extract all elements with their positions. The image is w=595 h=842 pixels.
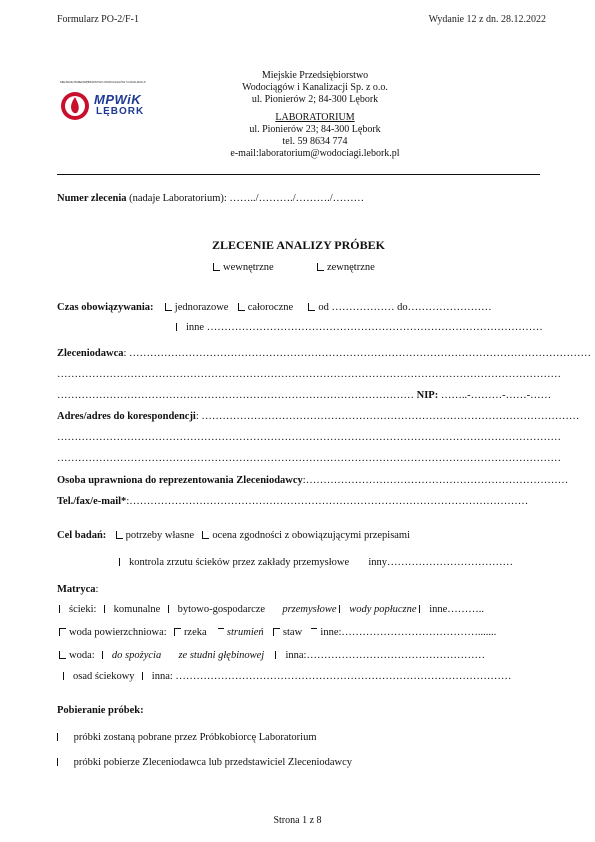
order-type-row: [213, 262, 375, 273]
matrix-label: Matryca:: [57, 584, 99, 595]
validity-from-label: od ………………: [318, 302, 395, 313]
company-name-2: Wodociągów i Kanalizacji Sp. z o.o.: [242, 82, 388, 93]
edition-date: Wydanie 12 z dn. 28.12.2022: [428, 14, 546, 25]
checkbox-icon: [142, 672, 149, 680]
address-label: Adres/adres do korespondencji: [57, 411, 196, 422]
deep-well-option[interactable]: ze studni głębinowej: [178, 650, 265, 661]
validity-annual-checkbox[interactable]: [238, 302, 293, 313]
validity-to-field[interactable]: do……………………: [397, 302, 492, 313]
checkbox-icon: [339, 605, 346, 613]
sewage-domestic-label: bytowo-gospodarcze: [177, 604, 266, 615]
validity-row: [57, 302, 492, 313]
matrix-surface-row: [59, 627, 496, 638]
lab-phone: tel. 59 8634 774: [282, 136, 348, 147]
water-other-checkbox[interactable]: [275, 650, 485, 661]
order-number-field[interactable]: (nadaje Laboratorium): ……../………./………./………: [126, 193, 365, 204]
purpose-discharge-checkbox[interactable]: [119, 557, 349, 568]
logo-city: LĘBORK: [96, 106, 145, 117]
client-label: Zleceniodawca: [57, 348, 124, 359]
sewage-other-checkbox[interactable]: [419, 604, 484, 615]
river-label: rzeka: [183, 627, 207, 638]
purpose-discharge-label: kontrola zrzutu ścieków przez zakłady przemysłowe: [129, 557, 350, 568]
sampling-lab-checkbox[interactable]: [57, 732, 317, 743]
sampling-label: Pobieranie próbek:: [57, 705, 144, 716]
checkbox-icon: [59, 605, 66, 613]
sewage-municipal-label: komunalne: [113, 604, 161, 615]
checkbox-icon: [57, 733, 64, 741]
logo-brand: MPWiK: [94, 92, 142, 107]
validity-single-label: jednorazowe: [174, 302, 229, 313]
internal-checkbox[interactable]: [213, 262, 274, 273]
checkbox-icon: [174, 628, 181, 636]
purpose-other-field[interactable]: inny………………………………: [368, 557, 514, 568]
checkbox-icon: [116, 531, 123, 539]
header-divider: [57, 174, 540, 175]
logo-small-text: MIEJSKIE PRZEDSIĘBIORSTWO WODOCIĄGÓW I KANALIZACJI: [60, 80, 146, 84]
sewage-checkbox[interactable]: [59, 604, 96, 615]
checkbox-icon: [63, 672, 70, 680]
matrix-sludge-row: [63, 671, 511, 682]
water-other-label: inna:……………………………………………: [285, 650, 485, 661]
checkbox-icon: [275, 651, 282, 659]
purpose-own-label: potrzeby własne: [125, 530, 195, 541]
validity-single-checkbox[interactable]: [165, 302, 229, 313]
validity-other-label: inne ……………………………………………………………………………………: [186, 322, 543, 333]
client-nip-row: [57, 390, 551, 401]
validity-label: Czas obowiązywania:: [57, 302, 154, 313]
client-row: [57, 348, 591, 359]
purpose-compliance-label: ocena zgodności z obowiązującymi przepisami: [212, 530, 411, 541]
checkbox-icon: [311, 628, 317, 636]
order-number-label: Numer zlecenia: [57, 193, 127, 204]
sewage-industrial-option[interactable]: przemysłowe: [282, 604, 337, 615]
checkbox-icon: [308, 303, 315, 311]
water-drop-icon: [60, 88, 90, 122]
pond-checkbox[interactable]: [273, 627, 302, 638]
sewage-domestic-checkbox[interactable]: [168, 604, 265, 615]
drinking-water-label: do spożycia: [111, 650, 162, 661]
sludge-other-checkbox[interactable]: [142, 671, 512, 682]
lab-address: ul. Pionierów 23; 84-300 Lębork: [249, 124, 381, 135]
lab-email: e-mail:laboratorium@wodociagi.lebork.pl: [230, 148, 400, 159]
purpose-compliance-checkbox[interactable]: [202, 530, 410, 541]
validity-from-checkbox[interactable]: [308, 302, 394, 313]
representative-label: Osoba uprawniona do reprezentowania Zleceniodawcy: [57, 475, 303, 486]
address-field-2[interactable]: ………………………………………………………………………………………………………………………………: [57, 432, 561, 443]
river-checkbox[interactable]: [174, 627, 207, 638]
company-info: [195, 70, 435, 160]
purpose-row: [57, 530, 410, 541]
water-checkbox[interactable]: [59, 650, 95, 661]
surface-other-label: inne:………………………………….......: [320, 627, 497, 638]
drinking-water-checkbox[interactable]: [102, 650, 161, 661]
sewage-backwash-label: wody popłuczne: [349, 604, 417, 615]
company-name: Miejskie Przedsiębiorstwo: [261, 70, 369, 81]
sludge-other-label: inna: ……………………………………………………………………………………: [151, 671, 512, 682]
sampling-client-label: próbki pobierze Zleceniodawca lub przedstawiciel Zleceniodawcy: [73, 757, 353, 768]
address-field-1[interactable]: : ………………………………………………………………………………………………: [195, 411, 580, 422]
form-code: Formularz PO-2/F-1: [57, 14, 139, 25]
purpose-own-checkbox[interactable]: [116, 530, 195, 541]
stream-label: strumień: [226, 627, 264, 638]
internal-label: wewnętrzne: [223, 262, 274, 273]
company-logo: [58, 80, 162, 124]
nip-field[interactable]: ……..-………-……-……: [438, 390, 552, 401]
company-address: ul. Pionierów 2; 84-300 Lębork: [251, 94, 379, 105]
checkbox-icon: [213, 263, 220, 271]
contact-field[interactable]: :……………………………………………………………………………………………………: [126, 496, 529, 507]
checkbox-icon: [176, 323, 183, 331]
checkbox-icon: [102, 651, 109, 659]
representative-row: [57, 475, 568, 486]
address-field-3[interactable]: ………………………………………………………………………………………………………………………………: [57, 453, 561, 464]
contact-label: Tel./fax/e-mail*: [57, 496, 127, 507]
checkbox-icon: [119, 558, 126, 566]
form-title: ZLECENIE ANALIZY PRÓBEK: [212, 238, 385, 252]
sampling-client-checkbox[interactable]: [57, 757, 352, 768]
checkbox-icon: [238, 303, 245, 311]
checkbox-icon: [104, 605, 111, 613]
checkbox-icon: [165, 303, 172, 311]
checkbox-icon: [59, 651, 66, 659]
surface-other-checkbox[interactable]: [311, 627, 496, 638]
sewage-municipal-checkbox[interactable]: [104, 604, 161, 615]
matrix-sewage-row: [59, 604, 484, 615]
surface-water-checkbox[interactable]: [59, 627, 167, 638]
checkbox-icon: [168, 605, 175, 613]
client-field-2[interactable]: ………………………………………………………………………………………………………………………………: [57, 369, 561, 380]
surface-water-label: woda powierzchniowa:: [69, 627, 167, 638]
sewage-label: ścieki:: [69, 604, 97, 615]
sludge-checkbox[interactable]: [63, 671, 135, 682]
lab-title: LABORATORIUM: [275, 112, 355, 123]
purpose-label: Cel badań:: [57, 530, 107, 541]
matrix-water-row: [59, 650, 485, 661]
client-field-3[interactable]: …………………………………………………………………………………………: [57, 390, 414, 401]
purpose-row-2: [119, 557, 513, 568]
contact-row: [57, 496, 528, 507]
sewage-other-label: inne………..: [429, 604, 485, 615]
nip-label: NIP:: [416, 390, 439, 401]
client-field-1[interactable]: : ……………………………………………………………………………………………………………………: [123, 348, 592, 359]
checkbox-icon: [202, 531, 209, 539]
checkbox-icon: [419, 605, 426, 613]
water-label: woda:: [69, 650, 95, 661]
external-checkbox[interactable]: [317, 262, 375, 273]
checkbox-icon: [57, 758, 64, 766]
checkbox-icon: [218, 628, 224, 636]
external-label: zewnętrzne: [326, 262, 375, 273]
sludge-label: osad ściekowy: [73, 671, 135, 682]
address-row: [57, 411, 579, 422]
validity-annual-label: całoroczne: [247, 302, 294, 313]
validity-other-checkbox[interactable]: [176, 322, 543, 333]
sampling-lab-label: próbki zostaną pobrane przez Próbkobiorcę Laboratorium: [73, 732, 317, 743]
order-number-row: [57, 193, 364, 204]
page-number: Strona 1 z 8: [273, 815, 322, 826]
sewage-backwash-checkbox[interactable]: [339, 604, 416, 615]
checkbox-icon: [273, 628, 280, 636]
checkbox-icon: [59, 628, 66, 636]
stream-checkbox[interactable]: [218, 627, 264, 638]
pond-label: staw: [282, 627, 303, 638]
representative-field[interactable]: :…………………………………………………………………: [302, 475, 569, 486]
checkbox-icon: [317, 263, 324, 271]
